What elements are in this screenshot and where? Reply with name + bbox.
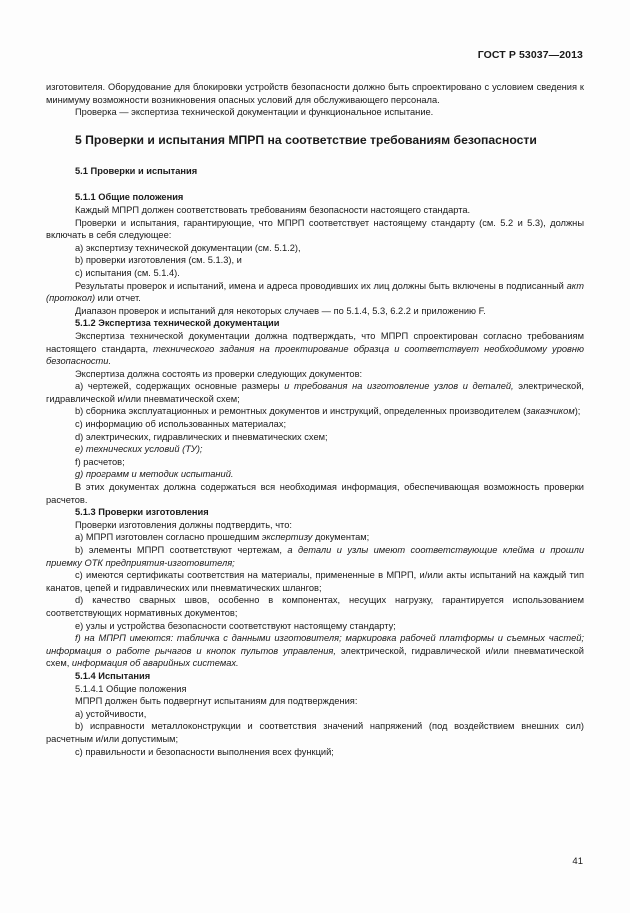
paragraph: Диапазон проверок и испытаний для некоторых случаев — по 5.1.4, 5.3, 6.2.2 и приложению F.: [75, 305, 486, 316]
list-item: c) информацию об использованных материалах;: [75, 419, 287, 430]
list-item: g) программ и методик испытаний.: [75, 469, 234, 480]
paragraph: В этих документах должна содержаться вся необходимая информация, обеспечивающая возможность проверки расчетов.: [46, 482, 584, 505]
list-item: c) испытания (см. 5.1.4).: [75, 267, 180, 278]
list-item: c) имеются сертификаты соответствия на материалы, примененные в МПРП, и/или акты испытаний на каждый тип канатов, цепей и гидравлических или пневматических шлангов;: [46, 570, 584, 593]
subsection-heading: 5.1.4 Испытания: [75, 670, 151, 681]
paragraph: Экспертиза технической документации должна подтверждать, что МПРП спроектирован согласно требованиям настоящего стандарта, технического задания на проектирование образца и соответствует необходимому уровню безопасности.: [46, 330, 584, 367]
list-item: b) исправности металлоконструкции и соответствия значений напряжений (под воздействием внешних сил) расчетным и/или допустимым;: [46, 721, 584, 744]
list-item: d) электрических, гидравлических и пневматических схем;: [75, 431, 328, 442]
list-item: a) экспертизу технической документации (см. 5.1.2),: [75, 242, 301, 253]
list-item: f) расчетов;: [75, 456, 125, 467]
paragraph: МПРП должен быть подвергнут испытаниям для подтверждения:: [75, 696, 358, 707]
list-item: b) сборника эксплуатационных и ремонтных документов и инструкций, определенных производителем (заказчиком);: [75, 406, 581, 417]
list-item: c) правильности и безопасности выполнения всех функций;: [75, 746, 334, 757]
intro-paragraph: Проверка — экспертиза технической документации и функциональное испытание.: [75, 107, 434, 118]
list-item: b) проверки изготовления (см. 5.1.3), и: [75, 255, 242, 266]
page-number: 41: [572, 856, 583, 867]
paragraph: Проверки и испытания, гарантирующие, что МПРП соответствует настоящему стандарту (см. 5.2 и 5.3), должны включать в себя следующее:: [46, 217, 584, 241]
paragraph: 5.1.4.1 Общие положения: [75, 683, 187, 694]
paragraph: Экспертиза должна состоять из проверки следующих документов:: [75, 368, 363, 379]
list-item: a) чертежей, содержащих основные размеры и требования на изготовление узлов и деталей, электрической, гидравлической и/или пневматической схем;: [46, 381, 584, 404]
subsection-heading: 5.1.3 Проверки изготовления: [75, 507, 209, 518]
list-item: d) качество сварных швов, особенно в компонентах, несущих нагрузку, гарантируется использованием соответствующих нормативных документов;: [46, 595, 584, 618]
list-item: b) элементы МПРП соответствуют чертежам, а детали и узлы имеют соответствующие клейма и прошли приемку ОТК предприятия-изготовителя;: [46, 545, 585, 568]
page-content: [46, 81, 584, 758]
list-item: a) МПРП изготовлен согласно прошедшим экспертизу документам;: [75, 532, 370, 543]
intro-paragraph: изготовителя. Оборудование для блокировки устройств безопасности должно быть спроектировано с условием сведения к минимуму возможности возникновения опасных условий для обслуживающего персонала.: [46, 82, 584, 105]
doc-header: ГОСТ Р 53037—2013: [477, 49, 583, 61]
list-item: e) технических условий (ТУ);: [75, 444, 203, 455]
paragraph: Каждый МПРП должен соответствовать требованиям безопасности настоящего стандарта.: [75, 204, 471, 215]
subsection-heading: 5.1 Проверки и испытания: [75, 165, 198, 176]
list-item: f) на МПРП имеются: табличка с данными изготовителя; маркировка рабочей платформы и съемных частей; информация о работе рычагов и кнопок пультов управления, электрической, гидравлической и/или пневматической схем, информация об аварийных системах.: [46, 633, 584, 669]
list-item: a) устойчивости,: [75, 708, 147, 719]
list-item: e) узлы и устройства безопасности соответствуют настоящему стандарту;: [75, 620, 396, 631]
subsection-heading: 5.1.2 Экспертиза технической документации: [75, 318, 280, 329]
subsection-heading: 5.1.1 Общие положения: [75, 192, 184, 203]
section-heading: 5 Проверки и испытания МПРП на соответствие требованиям безопасности: [75, 132, 537, 147]
paragraph: Результаты проверок и испытаний, имена и адреса проводивших их лиц должны быть включены в подписанный акт (протокол) или отчет.: [46, 280, 584, 304]
paragraph: Проверки изготовления должны подтвердить, что:: [75, 519, 292, 530]
